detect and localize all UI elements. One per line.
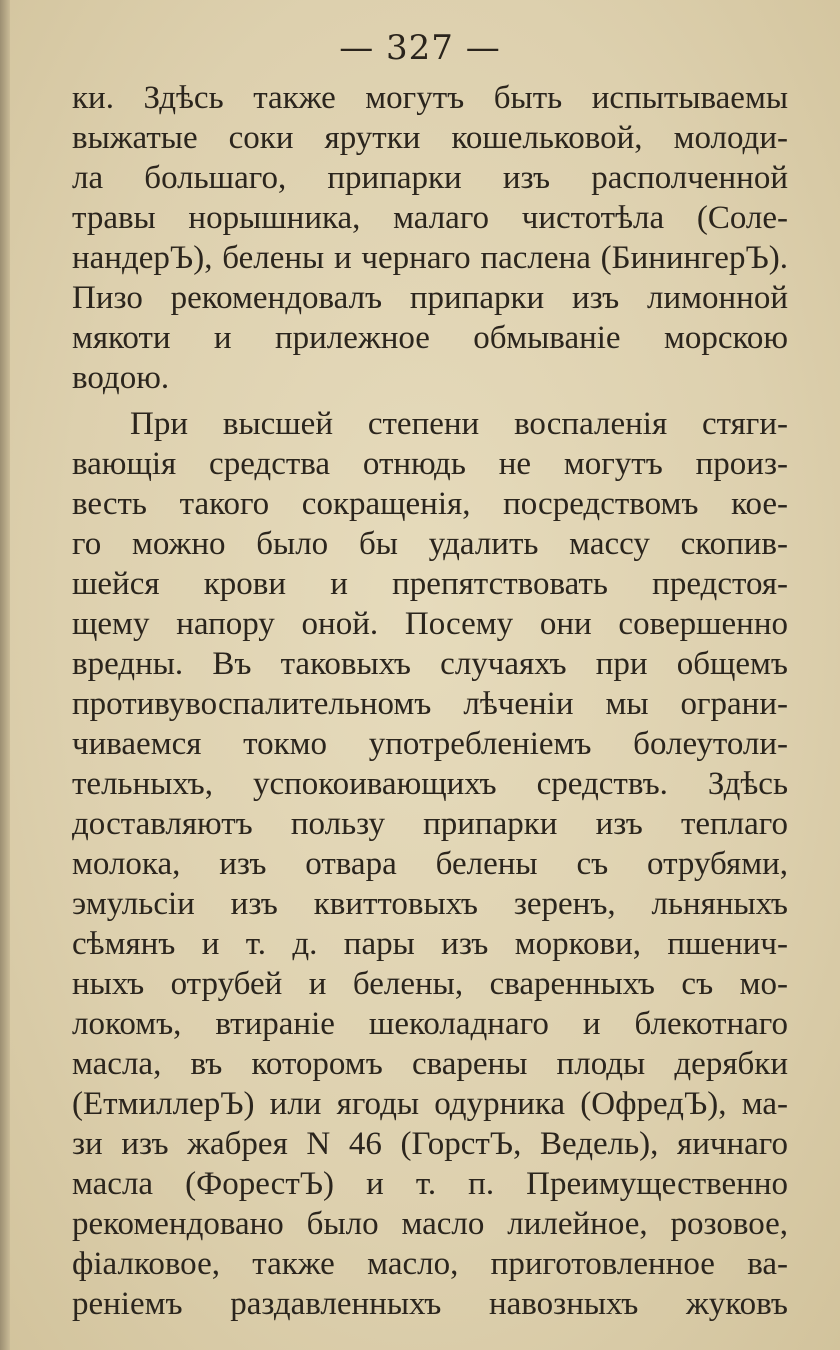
text-line: ренiемъ раздавленныхъ навозныхъ жуковъ	[72, 1286, 788, 1322]
body-text	[72, 78, 788, 1324]
text-line: мякоти и прилежное обмыванiе морскою	[72, 320, 788, 356]
text-line: сѣмянъ и т. д. пары изъ моркови, пшенич-	[72, 926, 788, 962]
text-line: ныхъ отрубей и белены, сваренныхъ съ мо-	[72, 966, 788, 1002]
text-line: ла большаго, припарки изъ располченной	[72, 160, 788, 196]
text-line: фiалковое, также масло, приготовленное ва-	[72, 1246, 788, 1282]
text-line: доставляютъ пользу припарки изъ теплаго	[72, 806, 788, 842]
text-line: го можно было бы удалить массу скопив-	[72, 526, 788, 562]
text-line: зи изъ жабрея N 46 (ГорстЪ, Ведель), яичнаго	[72, 1126, 788, 1162]
text-line: масла, въ которомъ сварены плоды дерябки	[72, 1046, 788, 1082]
text-line: выжатые соки ярутки кошельковой, молоди-	[72, 120, 788, 156]
text-line: тельныхъ, успокоивающихъ средствъ. Здѣсь	[72, 766, 788, 802]
text-line: травы норышника, малаго чистотѣла (Соле-	[72, 200, 788, 236]
text-line: вредны. Въ таковыхъ случаяхъ при общемъ	[72, 646, 788, 682]
text-line: молока, изъ отвара белены съ отрубями,	[72, 846, 788, 882]
text-line: водою.	[72, 360, 170, 396]
text-line: локомъ, втиранiе шеколаднаго и блекотнаго	[72, 1006, 788, 1042]
text-line: щему напору оной. Посему они совершенно	[72, 606, 788, 642]
page-number: — 327 —	[339, 28, 501, 68]
text-line: масла (ФорестЪ) и т. п. Преимущественно	[72, 1166, 788, 1202]
paragraph-first-line: При высшей степени воспаленiя стяги-	[130, 406, 788, 442]
text-line: (ЕтмиллерЪ) или ягоды одурника (ОфредЪ), ма-	[72, 1086, 788, 1122]
text-line: весть такого сокращенiя, посредствомъ кое-	[72, 486, 788, 522]
text-line: чиваемся токмо употребленiемъ болеутоли-	[72, 726, 788, 762]
text-line: нандерЪ), белены и чернаго паслена (БинингерЪ).	[72, 240, 788, 276]
text-line: ки. Здѣсь также могутъ быть испытываемы	[72, 80, 788, 116]
text-line: эмульсiи изъ квиттовыхъ зеренъ, льняныхъ	[72, 886, 788, 922]
text-line: Пизо рекомендовалъ припарки изъ лимонной	[72, 280, 788, 316]
text-line: рекомендовано было масло лилейное, розовое,	[72, 1206, 788, 1242]
text-line: шейся крови и препятствовать предстоя-	[72, 566, 788, 602]
text-line: вающiя средства отнюдь не могутъ произ-	[72, 446, 788, 482]
text-line: противувоспалительномъ лѣченiи мы ограни-	[72, 686, 788, 722]
page-spine-shadow	[0, 0, 10, 1350]
